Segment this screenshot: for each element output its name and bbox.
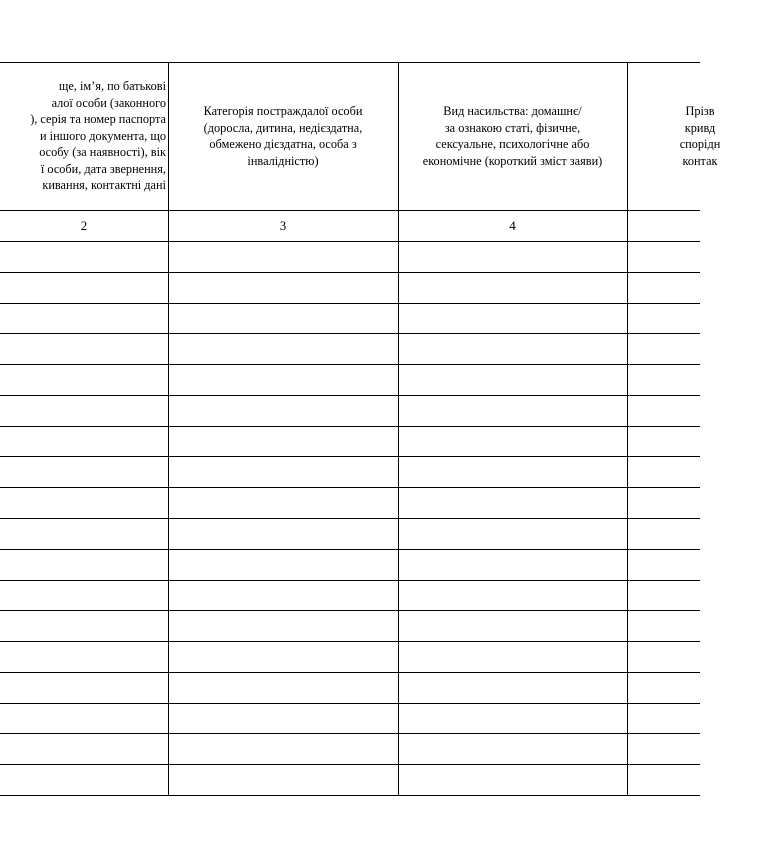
column-number-2: 2	[80, 218, 88, 233]
header-cell-victim-category: Категорія постраждалої особи (доросла, дитина, недієздатна, обмежено дієздатна, особа з інвалідністю)	[203, 104, 363, 168]
table-row-border	[0, 364, 700, 365]
table-row-border	[0, 764, 700, 765]
table-row-border	[0, 672, 700, 673]
column-divider-2-3	[168, 62, 169, 796]
table-top-border	[0, 62, 700, 63]
header-cell-person-details: ще, ім’я, по батькові алої особи (законного ), серія та номер паспорта и іншого документа, що особу (за наявності), вік ї особи, дата звернення, кивання, контактні дані	[30, 79, 166, 193]
table-row-border	[0, 703, 700, 704]
table-row-border	[0, 580, 700, 581]
table-row-border	[0, 333, 700, 334]
table-row-border	[0, 426, 700, 427]
table-row-border	[0, 303, 700, 304]
table-row-border	[0, 733, 700, 734]
column-divider-4-5	[627, 62, 628, 796]
column-number-4: 4	[509, 218, 516, 233]
table-row-border	[0, 795, 700, 796]
column-divider-3-4	[398, 62, 399, 796]
table-row-border	[0, 272, 700, 273]
column-number-5	[627, 211, 700, 241]
table-row-border	[0, 641, 700, 642]
number-row-bottom-border	[0, 241, 700, 242]
table-row-border	[0, 518, 700, 519]
column-number-3: 3	[279, 218, 287, 233]
header-cell-violence-type: Вид насильства: домашнє/ за ознакою статі, фізичне, сексуальне, психологічне або економічне (короткий зміст заяви)	[422, 104, 603, 168]
table-row-border	[0, 610, 700, 611]
header-cell-offender-details: Прізв кривд спорідн контак	[679, 104, 721, 168]
table-row-border	[0, 487, 700, 488]
table-row-border	[0, 549, 700, 550]
table-row-border	[0, 395, 700, 396]
table-row-border	[0, 456, 700, 457]
